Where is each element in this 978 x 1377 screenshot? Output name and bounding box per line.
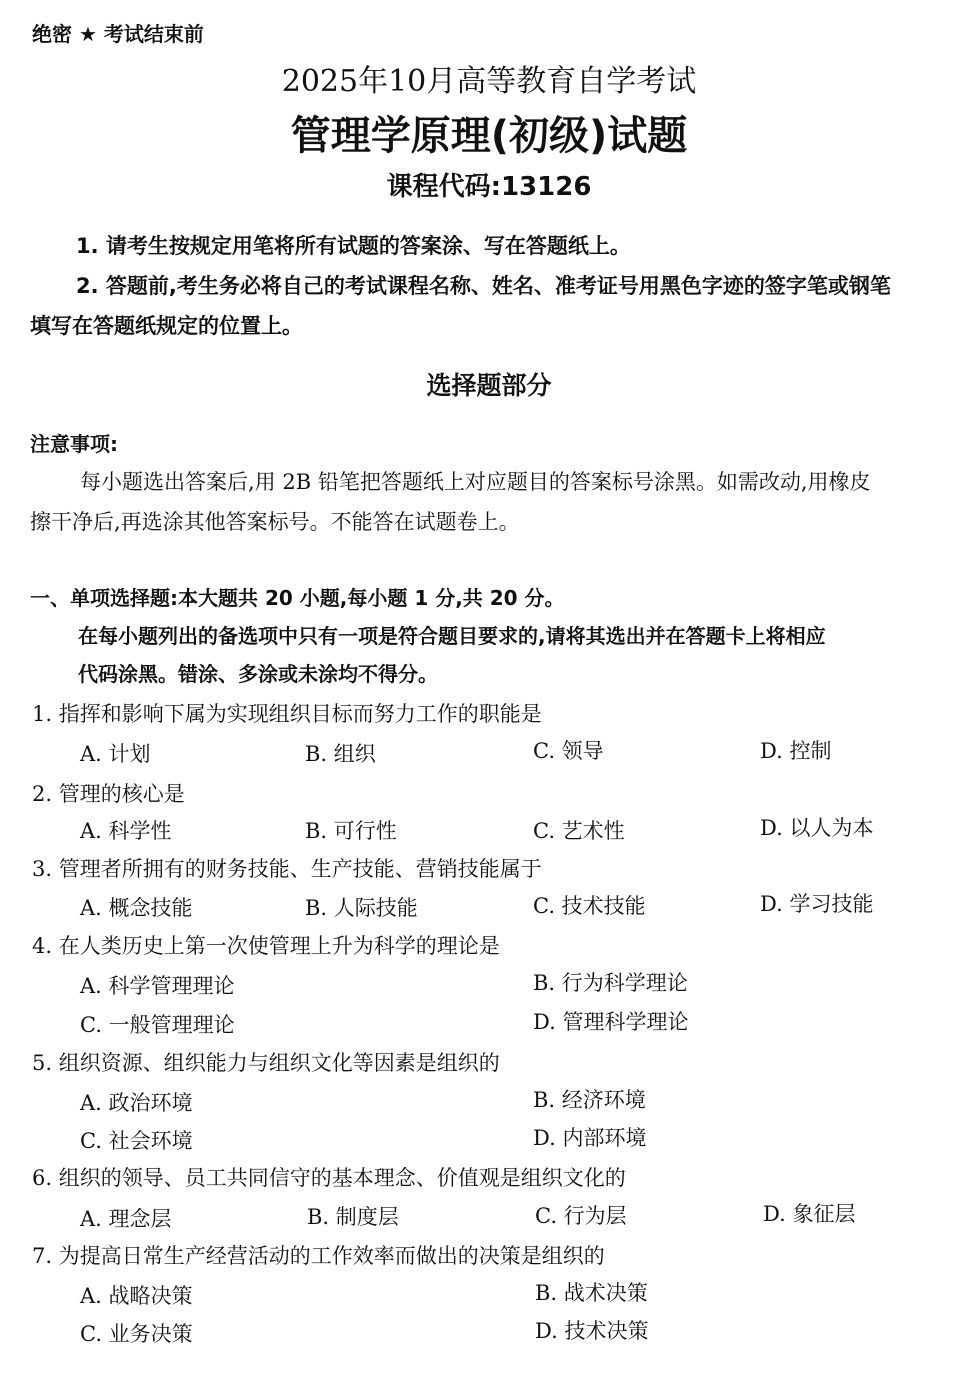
question-5-option-d: D. 内部环境 <box>533 1126 647 1150</box>
question-4-option-d: D. 管理科学理论 <box>533 1010 689 1034</box>
question-6-option-a: A. 理念层 <box>80 1207 172 1231</box>
question-7-option-b: B. 战术决策 <box>535 1281 648 1305</box>
paper-title: 管理学原理(初级)试题 <box>290 113 688 159</box>
question-7-option-c: C. 业务决策 <box>80 1322 193 1346</box>
question-5-option-c: C. 社会环境 <box>80 1129 193 1153</box>
question-4-option-c: C. 一般管理理论 <box>80 1013 235 1037</box>
part-description-line-2: 代码涂黑。错涂、多涂或未涂均不得分。 <box>78 662 438 686</box>
part-title: 一、单项选择题:本大题共 20 小题,每小题 1 分,共 20 分。 <box>30 586 565 610</box>
question-6-stem: 6. 组织的领导、员工共同信守的基本理念、价值观是组织文化的 <box>32 1166 626 1190</box>
instruction-2: 2. 答题前,考生务必将自己的考试课程名称、姓名、准考证号用黑色字迹的签字笔或钢笔 <box>76 274 891 298</box>
question-1-option-d: D. 控制 <box>760 739 832 763</box>
question-7-option-d: D. 技术决策 <box>535 1319 649 1343</box>
question-3-option-a: A. 概念技能 <box>80 896 193 920</box>
question-7-stem: 7. 为提高日常生产经营活动的工作效率而做出的决策是组织的 <box>32 1244 605 1268</box>
part-description-line-1: 在每小题列出的备选项中只有一项是符合题目要求的,请将其选出并在答题卡上将相应 <box>78 624 826 648</box>
question-3-option-b: B. 人际技能 <box>305 896 418 920</box>
section-heading: 选择题部分 <box>426 371 552 400</box>
question-1-option-a: A. 计划 <box>80 742 151 766</box>
confidentiality-label: 绝密 ★ 考试结束前 <box>32 22 204 46</box>
question-5-stem: 5. 组织资源、组织能力与组织文化等因素是组织的 <box>32 1051 500 1075</box>
instruction-2-continued: 填写在答题纸规定的位置上。 <box>30 314 303 338</box>
question-3-option-d: D. 学习技能 <box>760 892 874 916</box>
question-2-option-d: D. 以人为本 <box>760 816 874 840</box>
question-1-option-c: C. 领导 <box>533 739 604 763</box>
question-1-option-b: B. 组织 <box>305 742 376 766</box>
question-3-option-c: C. 技术技能 <box>533 894 646 918</box>
question-1-stem: 1. 指挥和影响下属为实现组织目标而努力工作的职能是 <box>32 702 542 726</box>
question-2-option-a: A. 科学性 <box>80 819 172 843</box>
question-3-stem: 3. 管理者所拥有的财务技能、生产技能、营销技能属于 <box>32 857 542 881</box>
question-4-option-b: B. 行为科学理论 <box>533 971 688 995</box>
question-7-option-a: A. 战略决策 <box>80 1284 193 1308</box>
notice-title: 注意事项: <box>30 432 118 456</box>
question-6-option-c: C. 行为层 <box>535 1204 627 1228</box>
question-5-option-a: A. 政治环境 <box>80 1091 193 1115</box>
question-5-option-b: B. 经济环境 <box>533 1088 646 1112</box>
instruction-1: 1. 请考生按规定用笔将所有试题的答案涂、写在答题纸上。 <box>76 234 631 258</box>
question-2-stem: 2. 管理的核心是 <box>32 782 185 806</box>
question-4-option-a: A. 科学管理理论 <box>80 974 235 998</box>
notice-line-1: 每小题选出答案后,用 2B 铅笔把答题纸上对应题目的答案标号涂黑。如需改动,用橡皮 <box>80 470 871 494</box>
question-4-stem: 4. 在人类历史上第一次使管理上升为科学的理论是 <box>32 934 500 958</box>
question-6-option-d: D. 象征层 <box>763 1202 856 1226</box>
course-code: 课程代码:13126 <box>386 172 592 202</box>
exam-title: 2025年10月高等教育自学考试 <box>281 64 697 99</box>
question-6-option-b: B. 制度层 <box>307 1205 399 1229</box>
notice-line-2: 擦干净后,再选涂其他答案标号。不能答在试题卷上。 <box>30 510 520 534</box>
question-2-option-c: C. 艺术性 <box>533 819 625 843</box>
question-2-option-b: B. 可行性 <box>305 819 397 843</box>
